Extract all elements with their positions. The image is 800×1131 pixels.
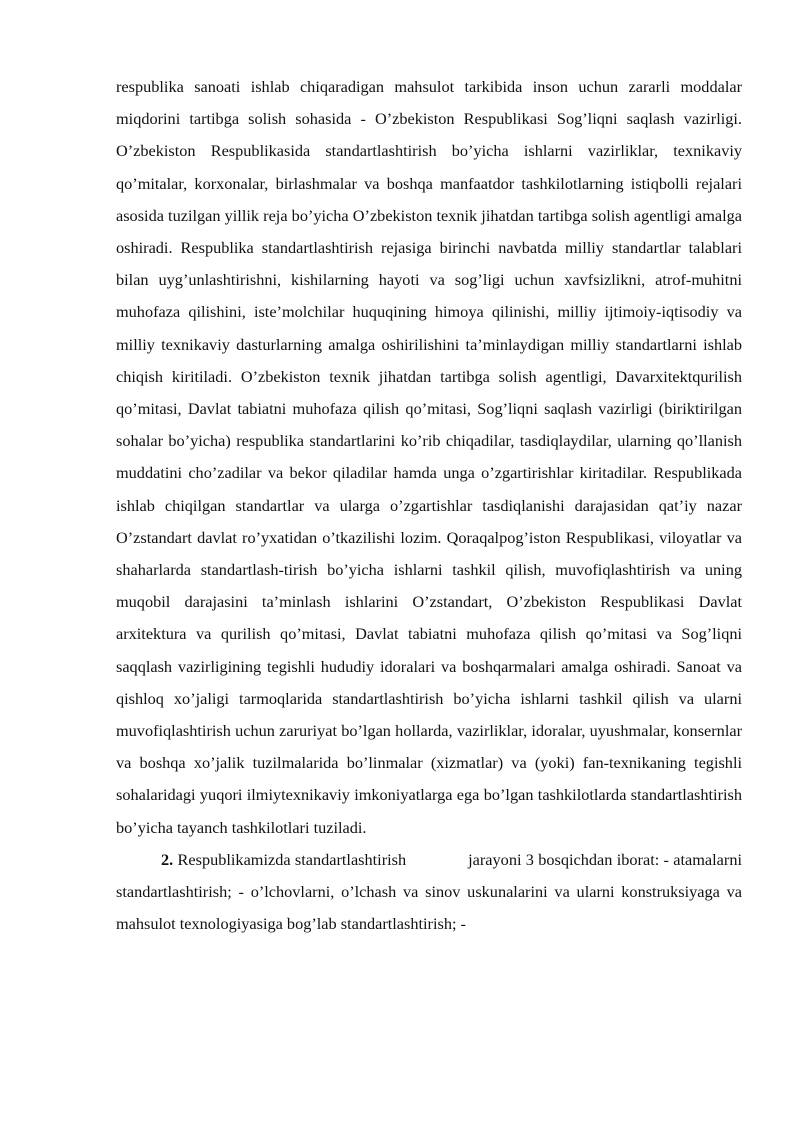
paragraph-number: 2.: [161, 849, 174, 869]
numbered-paragraph: [116, 844, 742, 941]
paragraph-lead-text: Respublikamizda standartlashtirish: [173, 849, 407, 869]
document-page: [116, 71, 742, 940]
paragraph-body-text: jarayoni 3 bosqichdan iborat: - atamalarni standartlashtirish; - o’lchovlarni, o’lchash va sinov uskunalarini va ularni konstruksiyaga va mahsulot texnologiyasiga bog’lab standartlashtirish; -: [116, 849, 742, 934]
body-paragraph: respublika sanoati ishlab chiqaradigan mahsulot tarkibida inson uchun zararli moddalar miqdorini tartibga solish sohasida - O’zbekiston Respublikasi Sog’liqni saqlash vazirligi. O’zbekiston Respublikasida standartlashtirish bo’yicha ishlarni vazirliklar, texnikaviy qo’mitalar, korxonalar, birlashmalar va boshqa manfaatdor tashkilotlarning istiqbolli rejalari asosida tuzilgan yillik reja bo’yicha O’zbekiston texnik jihatdan tartibga solish agentligi amalga oshiradi. Respublika standartlashtirish rejasiga birinchi navbatda milliy standartlar talablari bilan uyg’unlashtirishni, kishilarning hayoti va sog’ligi uchun xavfsizlikni, atrof-muhitni muhofaza qilishini, iste’molchilar huquqining himoya qilinishi, milliy ijtimoiy-iqtisodiy va milliy texnikaviy dasturlarning amalga oshirilishini ta’minlaydigan milliy standartlarni ishlab chiqish kiritiladi. O’zbekiston texnik jihatdan tartibga solish agentligi, Davarxitektqurilish qo’mitasi, Davlat tabiatni muhofaza qilish qo’mitasi, Sog’liqni saqlash vazirligi (biriktirilgan sohalar bo’yicha) respublika standartlarini ko’rib chiqadilar, tasdiqlaydilar, ularning qo’llanish muddatini cho’zadilar va bekor qiladilar hamda unga o’zgartirishlar kiritadilar. Respublikada ishlab chiqilgan standartlar va ularga o’zgartishlar tasdiqlanishi darajasidan qat’iy nazar O’zstandart davlat ro’yxatidan o’tkazilishi lozim. Qoraqalpog’iston Respublikasi, viloyatlar va shaharlarda standartlash-tirish bo’yicha ishlarni tashkil qilish, muvofiqlashtirish va uning muqobil darajasini ta’minlash ishlarini O’zstandart, O’zbekiston Respublikasi Davlat arxitektura va qurilish qo’mitasi, Davlat tabiatni muhofaza qilish qo’mitasi va Sog’liqni saqqlash vazirligining tegishli hududiy idoralari va boshqarmalari amalga oshiradi. Sanoat va qishloq xo’jaligi tarmoqlarida standartlashtirish bo’yicha ishlarni tashkil qilish va ularni muvofiqlashtirish uchun zaruriyat bo’lgan hollarda, vazirliklar, idoralar, uyushmalar, konsernlar va boshqa xo’jalik tuzilmalarida bo’linmalar (xizmatlar) va (yoki) fan-texnikaning tegishli sohalaridagi yuqori ilmiytexnikaviy imkoniyatlarga ega bo’lgan tashkilotlarda standartlashtirish bo’yicha tayanch tashkilotlari tuziladi.: [116, 77, 742, 837]
